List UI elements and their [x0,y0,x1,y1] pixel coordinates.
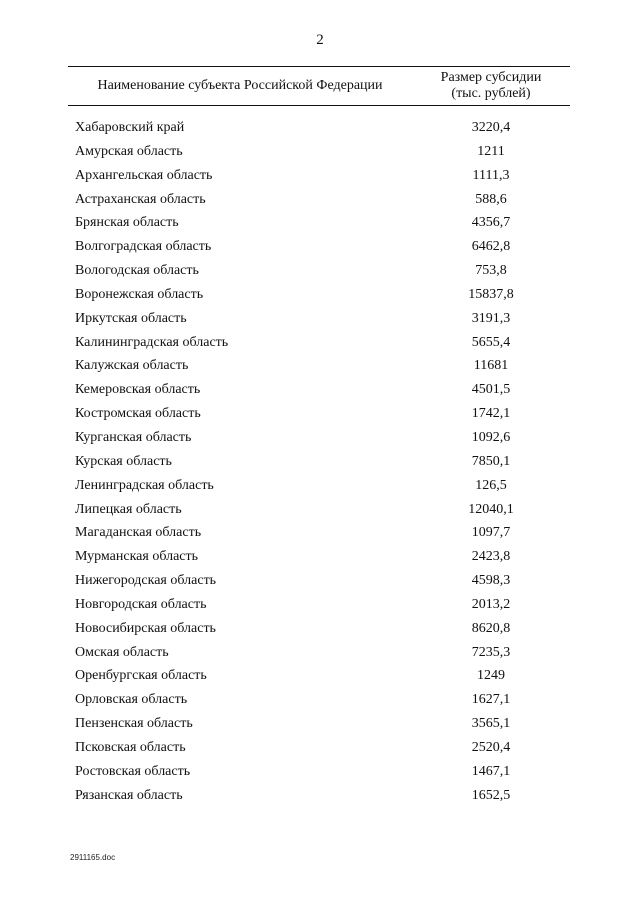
table-row [68,597,570,621]
column-header-subsidy-amount-line1: Размер субсидии [440,70,542,85]
subsidy-amount-cell: 4501,5 [471,382,511,398]
subject-name-cell: Магаданская область [75,525,202,541]
subject-name-cell: Липецкая область [75,501,182,517]
subject-name-cell: Астраханская область [75,191,206,207]
subsidy-amount-cell: 3220,4 [471,120,511,135]
subject-name-cell: Пензенская область [75,716,193,732]
subject-name-cell: Омская область [75,644,169,660]
table-row [68,621,570,645]
subject-name-cell: Курская область [75,453,172,469]
subject-name-cell: Вологодская область [75,263,199,279]
subsidy-amount-cell: 7235,3 [471,644,511,660]
subsidy-amount-cell: 1111,3 [472,167,510,183]
table-row [68,692,570,716]
page-number: 2 [316,32,324,48]
subject-name-cell: Новосибирская область [75,620,216,636]
table-row [68,788,570,812]
table-row [68,573,570,597]
subject-name-cell: Ростовская область [75,763,191,779]
subsidy-amount-cell: 12040,1 [468,501,514,517]
table-row [68,668,570,692]
table-row [68,740,570,764]
subject-name-cell: Иркутская область [75,310,187,326]
subject-name-cell: Рязанская область [75,787,183,803]
subsidy-amount-cell: 2423,8 [471,549,511,565]
subsidy-amount-cell: 4356,7 [471,215,511,231]
subsidy-amount-cell: 1742,1 [471,406,511,422]
subject-name-cell: Оренбургская область [75,668,207,684]
subject-name-cell: Волгоградская область [75,239,212,255]
subject-name-cell: Псковская область [75,739,186,755]
subsidy-amount-cell: 3191,3 [471,310,511,326]
subject-name-cell: Калининградская область [75,334,229,350]
subject-name-cell: Курганская область [75,429,192,445]
table-row [68,263,570,287]
subject-name-cell: Кемеровская область [75,382,201,398]
subsidy-amount-cell: 1097,7 [471,525,511,541]
table-top-rule [68,66,570,67]
subject-name-cell: Мурманская область [75,549,199,565]
subject-name-cell: Воронежская область [75,286,204,302]
subject-name-cell: Амурская область [75,143,183,159]
table-header-rule [68,105,570,106]
subsidy-amount-cell: 2013,2 [471,596,511,612]
subject-name-cell: Калужская область [75,358,189,374]
subsidy-amount-cell: 1249 [477,668,505,684]
subsidy-amount-cell: 588,6 [475,191,507,207]
table-row [68,406,570,430]
subject-name-cell: Нижегородская область [75,573,217,589]
subsidy-amount-cell: 1627,1 [471,692,511,708]
table-row [68,502,570,526]
table-row [68,549,570,573]
subsidy-amount-cell: 1092,6 [471,429,511,445]
table-row [68,430,570,454]
table-row [68,382,570,406]
subsidy-amount-cell: 3565,1 [471,716,511,732]
table-row [68,335,570,359]
subsidy-amount-cell: 11681 [473,358,509,374]
subsidy-amount-cell: 1211 [477,143,505,159]
column-header-subsidy-amount-line2: (тыс. рублей) [451,86,531,101]
subject-name-cell: Хабаровский край [75,120,185,135]
subject-name-cell: Ленинградская область [75,477,214,493]
table-row [68,215,570,239]
subject-name-cell: Архангельская область [75,167,213,183]
subsidy-amount-cell: 8620,8 [471,620,511,636]
table-row [68,168,570,192]
subsidy-amount-cell: 7850,1 [471,453,511,469]
subject-name-cell: Брянская область [75,215,179,231]
table-row [68,478,570,502]
table-row [68,645,570,669]
subsidy-amount-cell: 15837,8 [468,286,514,302]
table-body [68,120,570,811]
table-row [68,287,570,311]
subject-name-cell: Орловская область [75,692,188,708]
subsidy-amount-cell: 753,8 [475,263,507,279]
footer-file-name: 2911165.doc [70,853,116,862]
table-row [68,358,570,382]
table-row [68,525,570,549]
subsidy-amount-cell: 4598,3 [471,573,511,589]
table-row [68,144,570,168]
table-row [68,764,570,788]
subsidy-amount-cell: 126,5 [475,477,507,493]
subject-name-cell: Новгородская область [75,596,207,612]
subject-name-cell: Костромская область [75,406,201,422]
table-row [68,716,570,740]
table-row [68,311,570,335]
subsidy-amount-cell: 1652,5 [471,787,511,803]
table-row [68,239,570,263]
column-header-subsidy-amount [412,70,570,102]
subsidy-amount-cell: 5655,4 [471,334,511,350]
subsidy-amount-cell: 2520,4 [471,739,511,755]
subsidy-amount-cell: 6462,8 [471,239,511,255]
table-row [68,120,570,144]
table-row [68,192,570,216]
column-header-subject-name: Наименование субъекта Российской Федерации [97,78,383,93]
subsidy-amount-cell: 1467,1 [471,763,511,779]
table-row [68,454,570,478]
